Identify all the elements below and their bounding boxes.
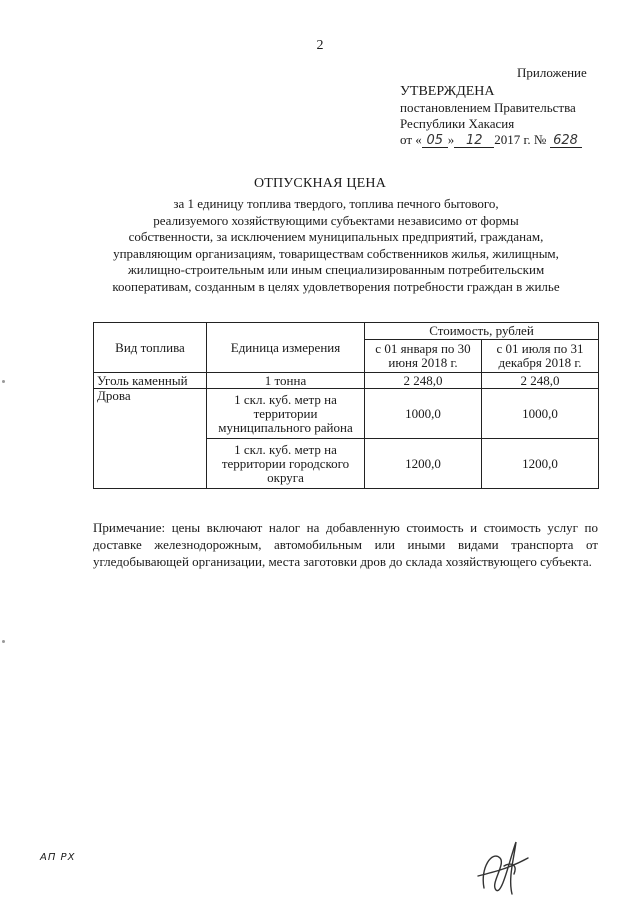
approval-line-2: Республики Хакасия bbox=[400, 116, 515, 131]
header-fuel-type: Вид топлива bbox=[94, 323, 207, 373]
cell-price-1: 1200,0 bbox=[365, 439, 482, 489]
note-paragraph: Примечание: цены включают налог на добавленную стоимость и стоимость услуг по доставке железнодорожным, автомобильным или иными видами транспорта от угледобывающей организации, места заготовки дров до склада хозяйствующего субъекта. bbox=[93, 520, 598, 569]
footer-code: АП РХ bbox=[40, 852, 76, 863]
cell-price-2: 1000,0 bbox=[482, 389, 599, 439]
document-subtitle bbox=[86, 196, 586, 295]
cell-unit: 1 скл. куб. метр на территории городского округа bbox=[207, 439, 365, 489]
date-day: 05 bbox=[422, 134, 448, 148]
margin-mark bbox=[2, 640, 5, 643]
appendix-label: Приложение bbox=[517, 65, 587, 80]
approval-line-1: постановлением Правительства bbox=[400, 100, 576, 115]
subtitle-line: кооперативам, созданным в целях удовлетворения потребности граждан в жилье bbox=[112, 278, 560, 294]
table-row bbox=[94, 373, 599, 389]
cell-unit: 1 тонна bbox=[207, 373, 365, 389]
subtitle-line: за 1 единицу топлива твердого, топлива печного бытового, bbox=[173, 196, 499, 211]
document-heading: ОТПУСКНАЯ ЦЕНА bbox=[253, 176, 387, 191]
date-year: 2017 г. № bbox=[494, 132, 547, 147]
page-number: 2 bbox=[316, 38, 324, 53]
approval-block bbox=[400, 84, 582, 148]
signature-image bbox=[470, 828, 540, 900]
subtitle-line: управляющим организациям, товариществам собственников жилья, жилищным, bbox=[113, 245, 559, 261]
header-period-1: с 01 января по 30 июня 2018 г. bbox=[365, 340, 482, 373]
date-prefix: от « bbox=[400, 132, 422, 147]
header-period-2: с 01 июля по 31 декабря 2018 г. bbox=[482, 340, 599, 373]
margin-mark bbox=[2, 380, 5, 383]
subtitle-line: жилищно-строительным или иным специализированным потребительским bbox=[127, 262, 545, 277]
price-table bbox=[93, 322, 599, 489]
subtitle-line: реализуемого хозяйствующими субъектами независимо от формы bbox=[153, 212, 519, 228]
cell-price-1: 1000,0 bbox=[365, 389, 482, 439]
date-month: 12 bbox=[454, 134, 494, 148]
decree-number: 628 bbox=[550, 134, 582, 148]
header-unit: Единица измерения bbox=[207, 323, 365, 373]
approval-date-line bbox=[400, 132, 582, 148]
cell-price-1: 2 248,0 bbox=[365, 373, 482, 389]
cell-fuel: Уголь каменный bbox=[94, 373, 207, 389]
header-cost: Стоимость, рублей bbox=[365, 323, 599, 340]
signature-stroke bbox=[478, 842, 528, 894]
cell-price-2: 2 248,0 bbox=[482, 373, 599, 389]
cell-fuel: Дрова bbox=[94, 389, 207, 489]
subtitle-line: собственности, за исключением муниципальных предприятий, гражданам, bbox=[128, 229, 544, 244]
approved-title: УТВЕРЖДЕНА bbox=[400, 84, 495, 99]
date-mid: » bbox=[447, 132, 455, 147]
table-row bbox=[94, 389, 599, 439]
cell-unit: 1 скл. куб. метр на территории муниципального района bbox=[207, 389, 365, 439]
cell-price-2: 1200,0 bbox=[482, 439, 599, 489]
